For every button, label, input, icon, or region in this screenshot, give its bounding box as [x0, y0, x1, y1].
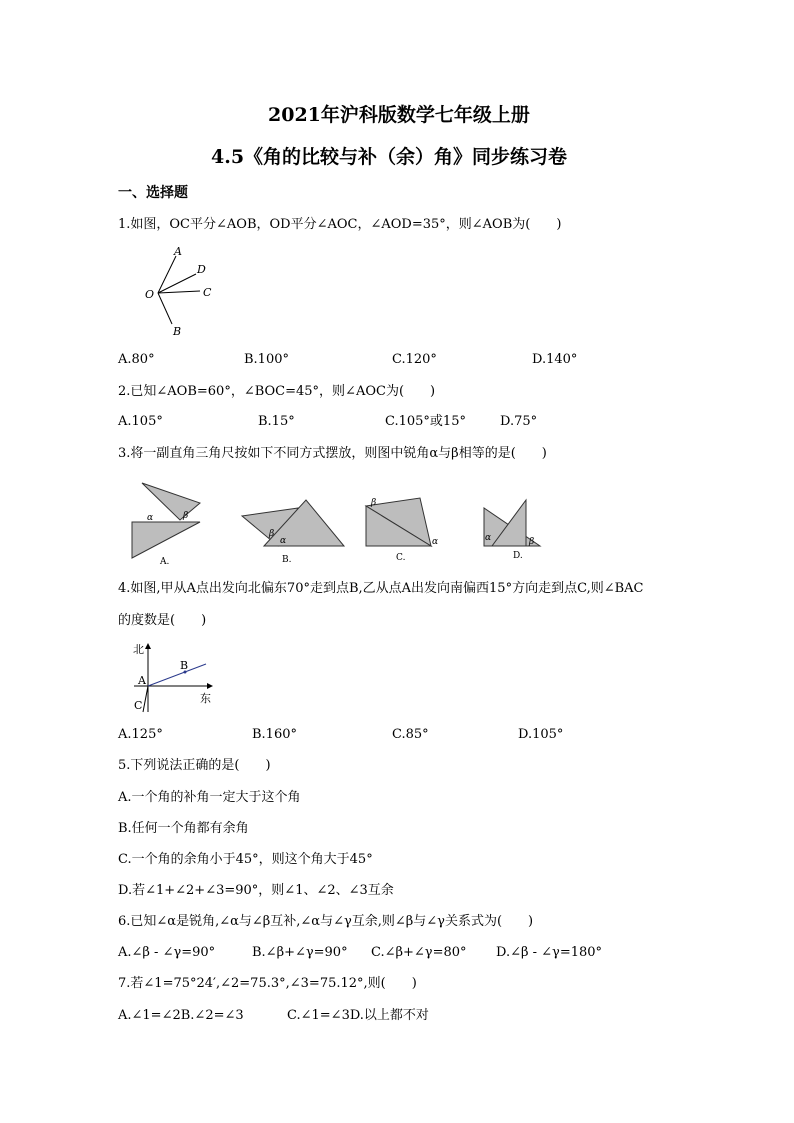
q6-option-c[interactable]: C.∠β+∠γ=80° [371, 945, 467, 960]
question-2-stem: 2.已知∠AOB=60°，∠BOC=45°，则∠AOC为( ) [118, 384, 436, 399]
q3b-beta: β [269, 529, 275, 539]
q4-label-c: C [134, 699, 143, 712]
q1-figure [140, 244, 220, 339]
q1-label-O: O [145, 288, 155, 301]
question-6-stem: 6.已知∠α是锐角,∠α与∠β互补,∠α与∠γ互余,则∠β与∠γ关系式为( ) [118, 914, 534, 929]
q3d-alpha: α [485, 533, 492, 543]
q4-option-a[interactable]: A.125° [118, 727, 163, 742]
q3a-alpha: α [147, 513, 154, 523]
q4-label-a: A [138, 674, 146, 687]
q5-option-d[interactable]: D.若∠1+∠2+∠3=90°，则∠1、∠2、∠3互余 [118, 883, 394, 898]
q3-figures [128, 478, 568, 573]
q6-option-a[interactable]: A.∠β - ∠γ=90° [118, 945, 216, 960]
q4-label-north: 北 [133, 643, 144, 656]
question-5-stem: 5.下列说法正确的是( ) [118, 758, 271, 773]
q7-options-cd[interactable]: C.∠1=∠3D.以上都不对 [287, 1008, 429, 1023]
doc-subtitle: 4.5《角的比较与补（余）角》同步练习卷 [211, 146, 568, 168]
question-4-stem-line1: 4.如图,甲从A点出发向北偏东70°走到点B,乙从点A出发向南偏西15°方向走到点C,则∠BAC [118, 581, 644, 596]
question-3-stem: 3.将一副直角三角尺按如下不同方式摆放，则图中锐角α与β相等的是( ) [118, 446, 547, 461]
doc-title: 2021年沪科版数学七年级上册 [268, 104, 530, 126]
q3-caption-a: A. [160, 557, 170, 567]
q5-option-c[interactable]: C.一个角的余角小于45°，则这个角大于45° [118, 852, 373, 867]
q1-option-a[interactable]: A.80° [118, 352, 155, 367]
q2-option-c[interactable]: C.105°或15° [385, 414, 466, 429]
q4-label-east: 东 [200, 692, 211, 705]
question-1-stem: 1.如图，OC平分∠AOB，OD平分∠AOC，∠AOD=35°，则∠AOB为( ) [118, 217, 562, 232]
q1-label-B: B [173, 325, 182, 338]
q1-option-c[interactable]: C.120° [392, 352, 437, 367]
q3c-beta: β [371, 498, 377, 508]
q3a-triangle-bottom [132, 522, 200, 558]
q4-option-b[interactable]: B.160° [252, 727, 297, 742]
q1-option-d[interactable]: D.140° [532, 352, 578, 367]
q1-option-b[interactable]: B.100° [244, 352, 289, 367]
q5-option-a[interactable]: A.一个角的补角一定大于这个角 [118, 790, 301, 805]
q6-option-b[interactable]: B.∠β+∠γ=90° [252, 945, 348, 960]
question-4-stem-line2: 的度数是( ) [118, 613, 207, 628]
question-7-stem: 7.若∠1=75°24′,∠2=75.3°,∠3=75.12°,则( ) [118, 976, 417, 991]
q4-option-c[interactable]: C.85° [392, 727, 429, 742]
q3-caption-c: C. [396, 553, 406, 563]
q5-option-b[interactable]: B.任何一个角都有余角 [118, 821, 249, 836]
q1-label-A: A [174, 245, 182, 258]
q3-caption-d: D. [513, 551, 523, 561]
q3b-alpha: α [280, 536, 287, 546]
q4-figure [130, 640, 230, 720]
q1-label-D: D [197, 263, 206, 276]
q2-option-d[interactable]: D.75° [500, 414, 538, 429]
q2-option-b[interactable]: B.15° [258, 414, 295, 429]
q6-option-d[interactable]: D.∠β - ∠γ=180° [496, 945, 603, 960]
q4-option-d[interactable]: D.105° [518, 727, 564, 742]
q1-label-C: C [203, 286, 212, 299]
q7-options-ab[interactable]: A.∠1=∠2B.∠2=∠3 [118, 1008, 244, 1023]
q3d-beta: β [529, 537, 535, 547]
q2-option-a[interactable]: A.105° [118, 414, 163, 429]
section-heading: 一、选择题 [118, 185, 188, 201]
q3-caption-b: B. [282, 555, 292, 565]
q3c-alpha: α [432, 537, 439, 547]
q4-label-b: B [180, 659, 189, 672]
q3a-beta: β [183, 511, 189, 521]
